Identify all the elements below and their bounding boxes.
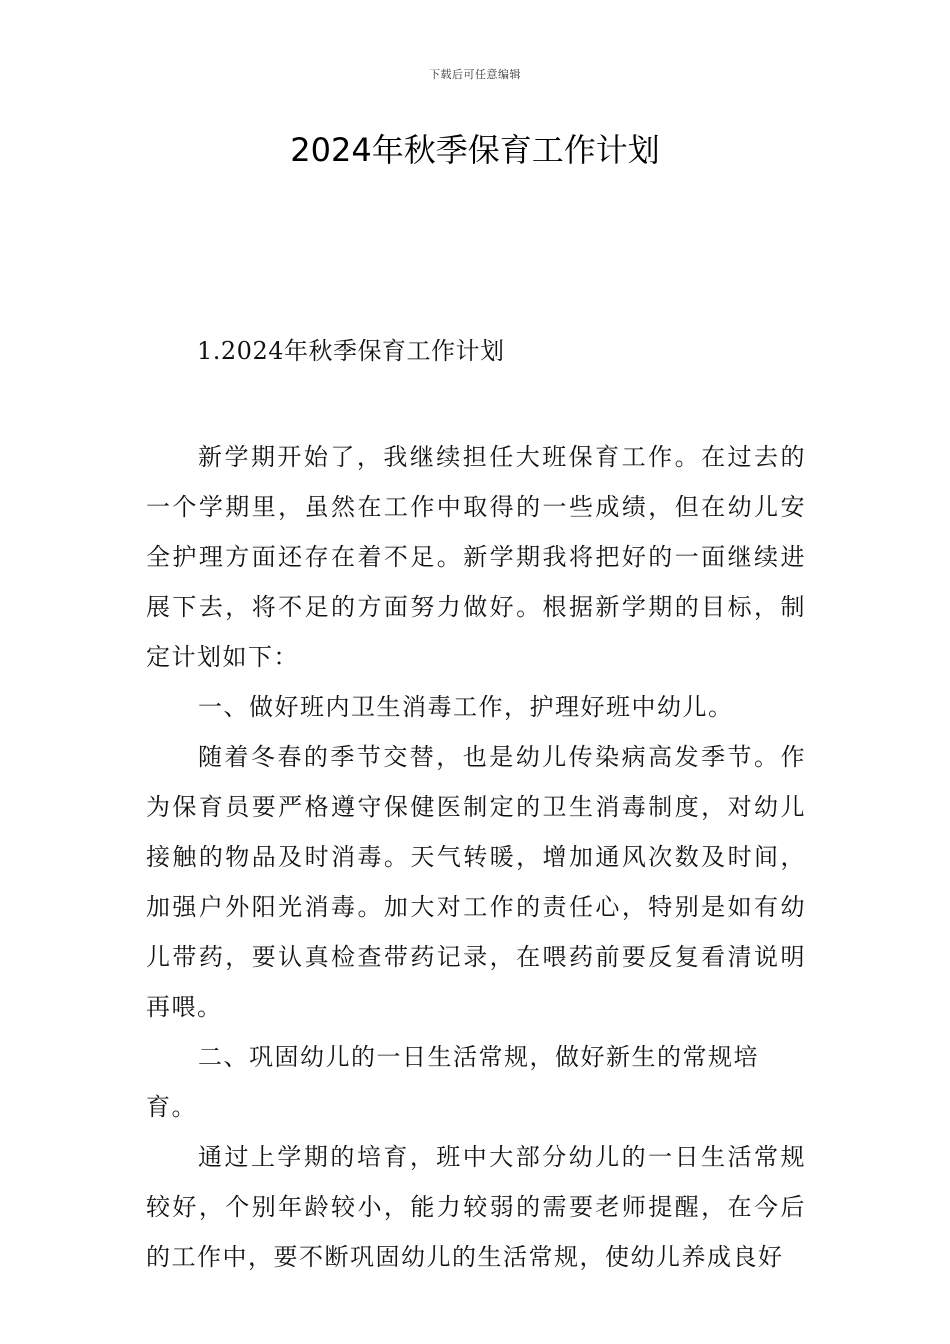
section-1-paragraph: 随着冬春的季节交替，也是幼儿传染病高发季节。作为保育员要严格遵守保健医制定的卫生消毒制度，对幼儿接触的物品及时消毒。天气转暖，增加通风次数及时间，加强户外阳光消毒。加大对工作的责任心，特别是如有幼儿带药，要认真检查带药记录，在喂药前要反复看清说明再喂。: [146, 743, 806, 1021]
spacer: [146, 370, 806, 432]
intro-paragraph: 新学期开始了，我继续担任大班保育工作。在过去的一个学期里，虽然在工作中取得的一些成绩，但在幼儿安全护理方面还存在着不足。新学期我将把好的一面继续进展下去，将不足的方面努力做好。根据新学期的目标，制定计划如下：: [146, 443, 806, 671]
document-body: [146, 332, 806, 1282]
document-title: 2024年秋季保育工作计划: [290, 131, 660, 169]
header-note: 下载后可任意编辑: [429, 68, 521, 81]
sub-heading: 1.2024年秋季保育工作计划: [197, 337, 505, 365]
section-1-heading: 一、做好班内卫生消毒工作，护理好班中幼儿。: [198, 693, 734, 721]
section-2-heading: 二、巩固幼儿的一日生活常规，做好新生的常规培育。: [146, 1043, 759, 1121]
section-2-paragraph: 通过上学期的培育，班中大部分幼儿的一日生活常规较好，个别年龄较小，能力较弱的需要老师提醒，在今后的工作中，要不断巩固幼儿的生活常规，使幼儿养成良好: [146, 1143, 806, 1271]
